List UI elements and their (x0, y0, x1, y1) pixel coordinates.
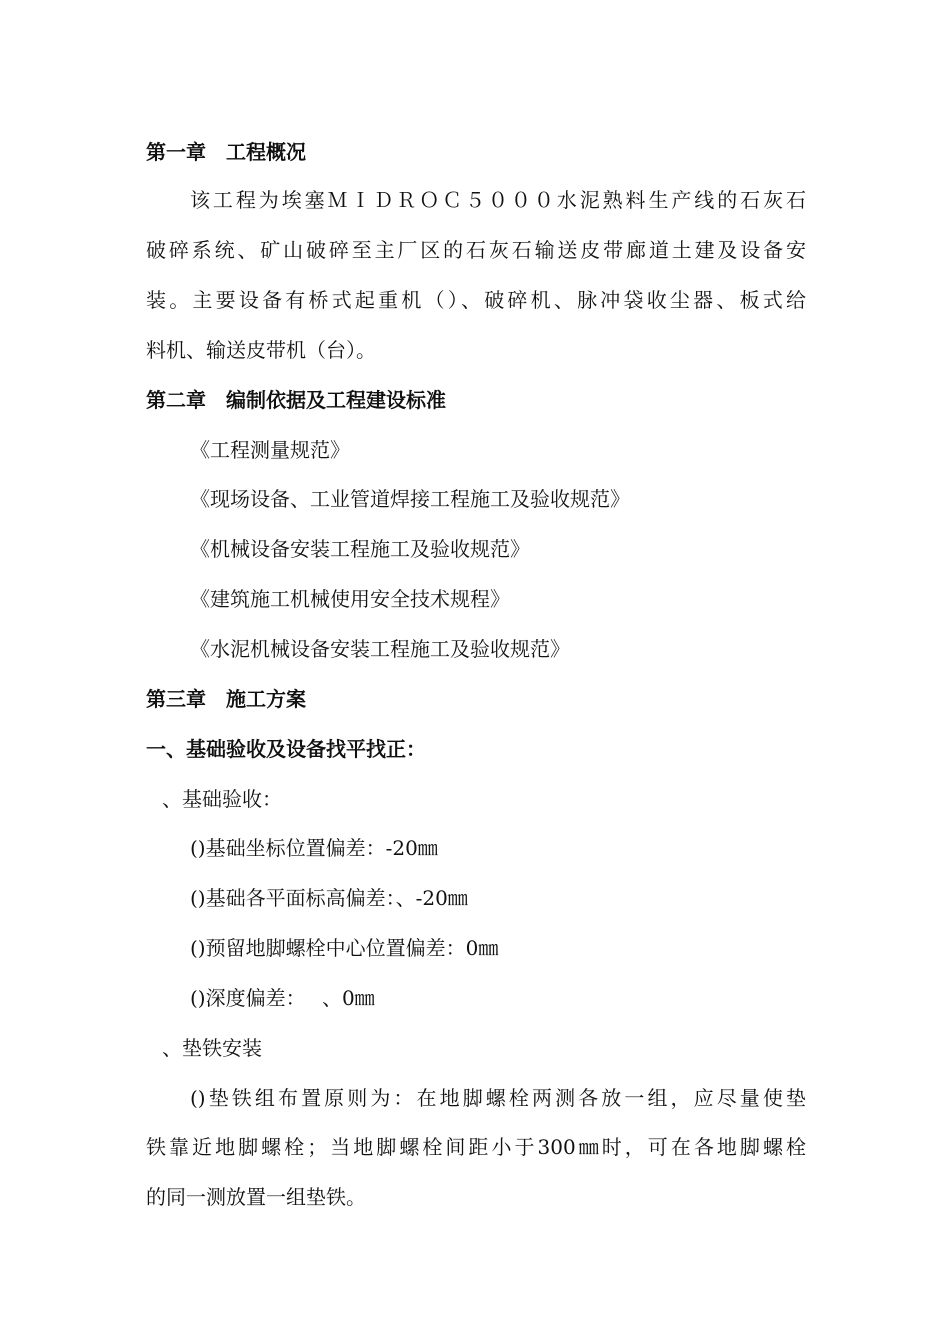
chapter2-heading: 第二章 编制依据及工程建设标准 (146, 388, 446, 412)
chapter1-heading: 第一章 工程概况 (146, 140, 306, 164)
subsection-foundation-acceptance: 、基础验收： (162, 787, 282, 811)
tolerance-item: ()基础各平面标高偏差：、-20㎜ (190, 886, 468, 910)
standard-item: 《工程测量规范》 (190, 438, 350, 462)
chapter1-para-line-4: 料机、输送皮带机（台）。 (146, 338, 376, 362)
section1-heading: 一、基础验收及设备找平找正： (146, 737, 426, 761)
subsection-shim-installation: 、垫铁安装 (162, 1036, 262, 1060)
shim-para-line-1: ()垫铁组布置原则为：在地脚螺栓两测各放一组，应尽量使垫 (190, 1086, 806, 1110)
shim-para-line-2: 铁靠近地脚螺栓；当地脚螺栓间距小于300㎜时，可在各地脚螺栓 (146, 1135, 806, 1159)
shim-para-line-3: 的同一测放置一组垫铁。 (146, 1185, 366, 1209)
standard-item: 《水泥机械设备安装工程施工及验收规范》 (190, 637, 570, 661)
standard-item: 《现场设备、工业管道焊接工程施工及验收规范》 (190, 487, 630, 511)
chapter1-para-line-2: 破碎系统、矿山破碎至主厂区的石灰石输送皮带廊道土建及设备安 (146, 238, 806, 262)
standard-item: 《机械设备安装工程施工及验收规范》 (190, 537, 530, 561)
tolerance-item: ()基础坐标位置偏差：-20㎜ (190, 836, 438, 860)
chapter1-para-line-1: 该工程为埃塞ＭＩＤＲＯＣ５０００水泥熟料生产线的石灰石 (190, 188, 806, 212)
chapter3-heading: 第三章 施工方案 (146, 687, 306, 711)
chapter1-para-line-3: 装。主要设备有桥式起重机（）、破碎机、脉冲袋收尘器、板式给 (146, 288, 806, 312)
standard-item: 《建筑施工机械使用安全技术规程》 (190, 587, 510, 611)
tolerance-item: ()预留地脚螺栓中心位置偏差：0㎜ (190, 936, 499, 960)
tolerance-item: ()深度偏差： 、0㎜ (190, 986, 375, 1010)
